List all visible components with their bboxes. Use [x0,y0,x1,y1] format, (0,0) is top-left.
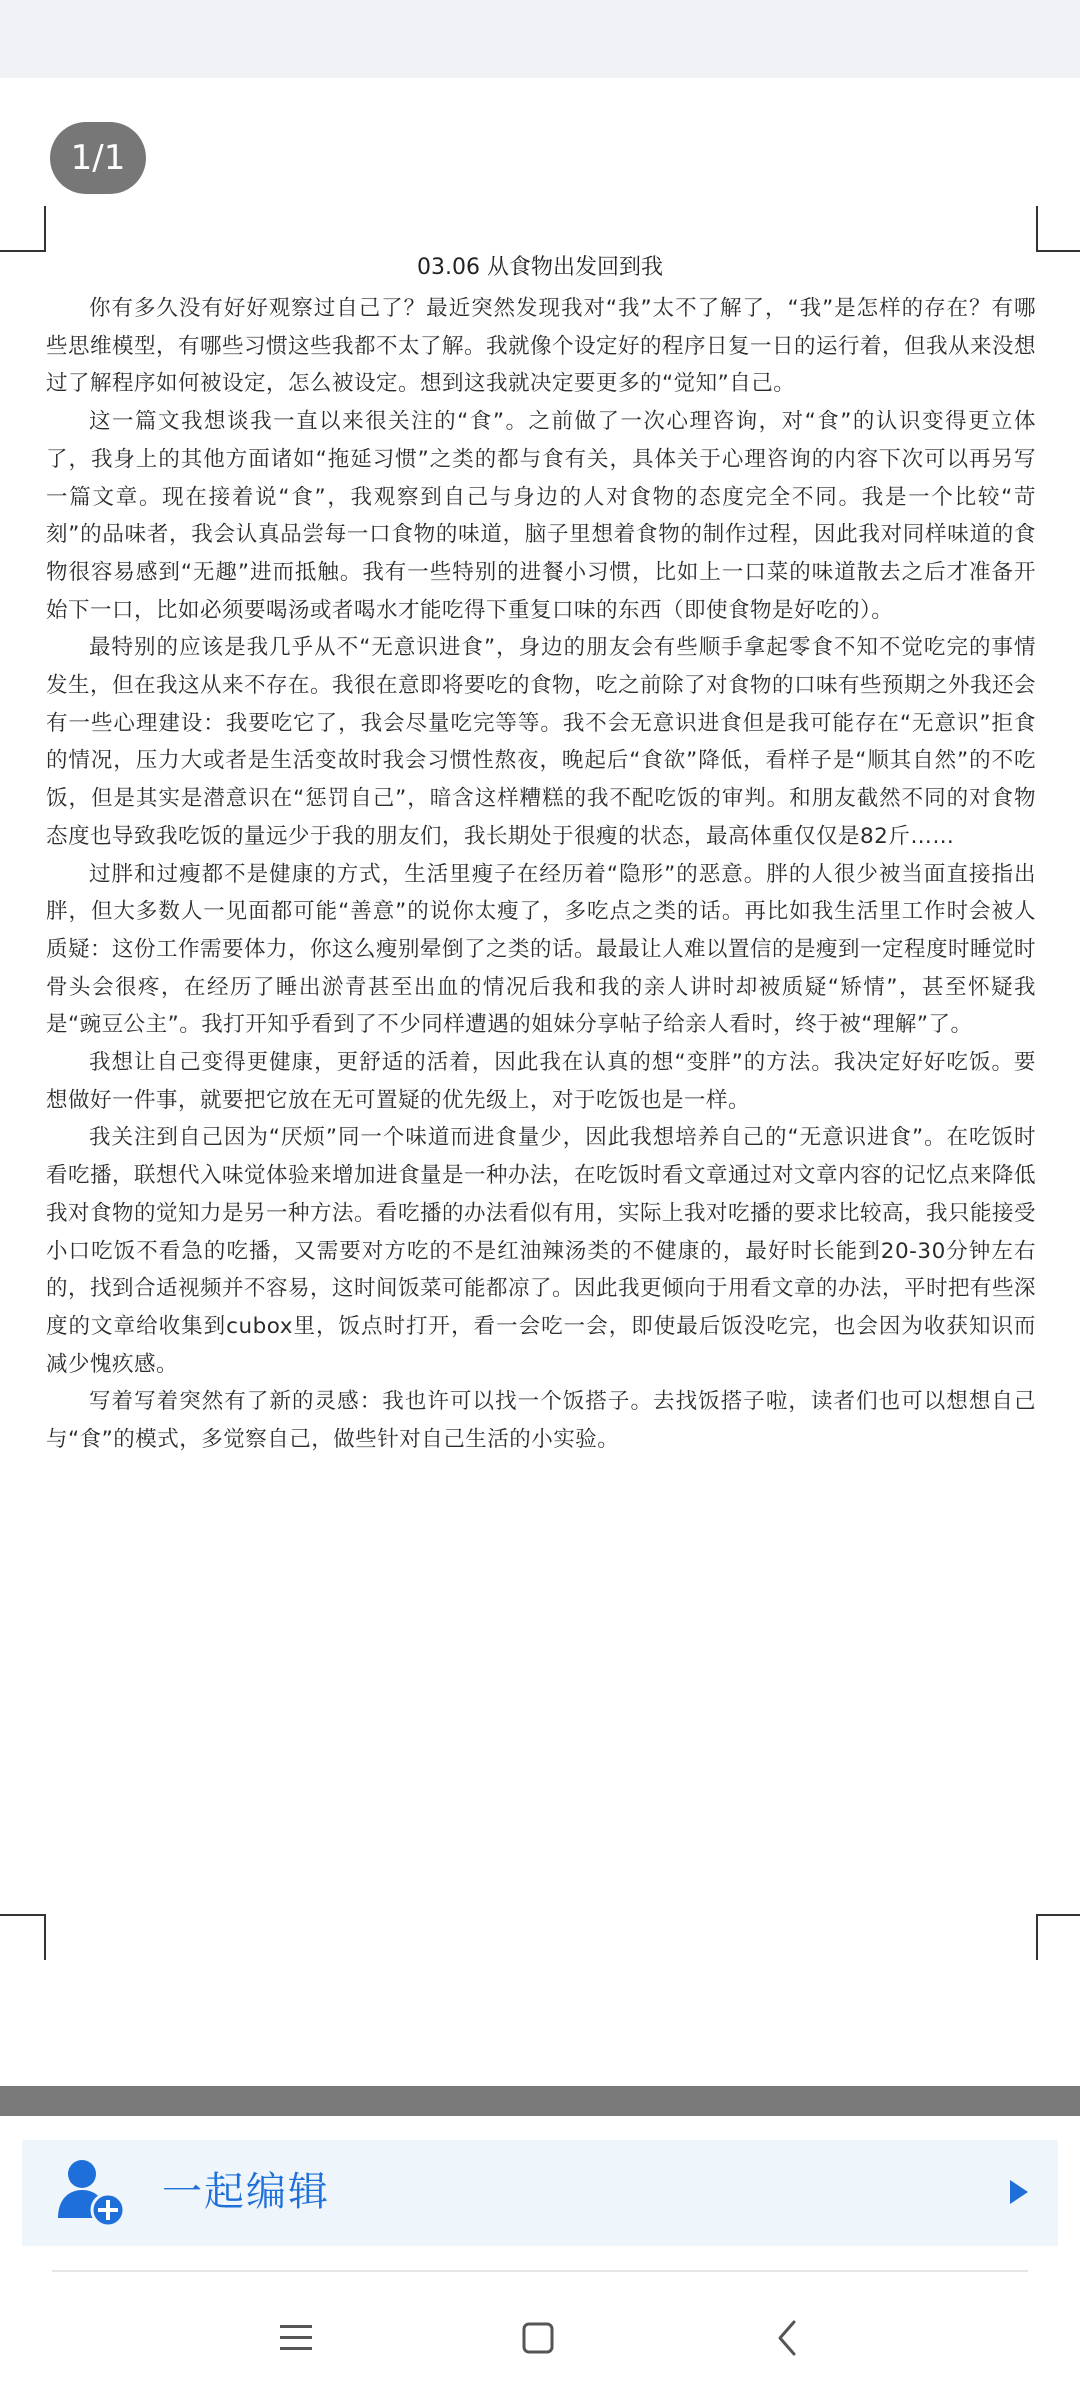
add-user-icon [56,2158,128,2228]
crop-mark-bottom-left [0,1914,46,1960]
panel-divider [0,2086,1080,2116]
paragraph: 最特别的应该是我几乎从不“无意识进食”，身边的朋友会有些顺手拿起零食不知不觉吃完的事情发生，但在我这从来不存在。我很在意即将要吃的食物，吃之前除了对食物的口味有些预期之外我还会有一些心理建设：我要吃它了，我会尽量吃完等等。我不会无意识进食但是我可能存在“无意识”拒食的情况，压力大或者是生活变故时我会习惯性熬夜，晚起后“食欲”降低，看样子是“顺其自然”的不吃饭，但是其实是潜意识在“惩罚自己”，暗含这样糟糕的我不配吃饭的审判。和朋友截然不同的对食物态度也导致我吃饭的量远少于我的朋友们，我长期处于很瘦的状态，最高体重仅仅是82斤…… [46,635,1037,849]
paragraph: 过胖和过瘦都不是健康的方式，生活里瘦子在经历着“隐形”的恶意。胖的人很少被当面直接指出胖，但大多数人一见面都可能“善意”的说你太瘦了，多吃点之类的话。再比如我生活里工作时会被人质疑：这份工作需要体力，你这么瘦别晕倒了之类的话。最最让人难以置信的是瘦到一定程度时睡觉时骨头会很疼，在经历了睡出淤青甚至出血的情况后我和我的亲人讲时却被质疑“矫情”，甚至怀疑我是“豌豆公主”。我打开知乎看到了不少同样遭遇的姐妹分享帖子给亲人看时，终于被“理解”了。 [46,861,1037,1038]
crop-mark-top-left [0,206,46,252]
status-bar [0,0,1080,78]
collab-edit-button[interactable] [22,2140,1058,2246]
crop-mark-top-right [1036,206,1080,252]
menu-icon[interactable] [266,2308,326,2368]
page-indicator: 1/1 [50,122,146,194]
document-title: 03.06 从食物出发回到我 [417,255,663,280]
paragraph: 我关注到自己因为“厌烦”同一个味道而进食量少，因此我想培养自己的“无意识进食”。在吃饭时看吃播，联想代入味觉体验来增加进食量是一种办法，在吃饭时看文章通过对文章内容的记忆点来降低我对食物的觉知力是另一种方法。看吃播的办法看似有用，实际上我对吃播的要求比较高，我只能接受小口吃饭不看急的吃播，又需要对方吃的不是红油辣汤类的不健康的，最好时长能到20-30分钟左右的，找到合适视频并不容易，这时间饭菜可能都凉了。因此我更倾向于用看文章的办法，平时把有些深度的文章给收集到cubox里，饭点时打开，看一会吃一会，即使最后饭没吃完，也会因为收获知识而减少愧疚感。 [46,1125,1037,1377]
back-icon[interactable] [758,2308,818,2368]
paragraph: 你有多久没有好好观察过自己了？最近突然发现我对“我”太不了解了，“我”是怎样的存在？有哪些思维模型，有哪些习惯这些我都不太了解。我就像个设定好的程序日复一日的运行着，但我从来没想过了解程序如何被设定，怎么被设定。想到这我就决定要更多的“觉知”自己。 [46,296,1037,397]
collab-edit-label: 一起编辑 [162,2169,330,2215]
document-body [46,290,1036,1459]
separator [52,2270,1028,2272]
play-icon [1010,2180,1028,2204]
crop-mark-bottom-right [1036,1914,1080,1960]
paragraph: 这一篇文我想谈我一直以来很关注的“食”。之前做了一次心理咨询，对“食”的认识变得更立体了，我身上的其他方面诸如“拖延习惯”之类的都与食有关，具体关于心理咨询的内容下次可以再另写一篇文章。现在接着说“食”，我观察到自己与身边的人对食物的态度完全不同。我是一个比较“苛刻”的品味者，我会认真品尝每一口食物的味道，脑子里想着食物的制作过程，因此我对同样味道的食物很容易感到“无趣”进而抵触。我有一些特别的进餐小习惯，比如上一口菜的味道散去之后才准备开始下一口，比如必须要喝汤或者喝水才能吃得下重复口味的东西（即使食物是好吃的）。 [46,409,1036,623]
paragraph: 写着写着突然有了新的灵感：我也许可以找一个饭搭子。去找饭搭子啦，读者们也可以想想自己与“食”的模式，多觉察自己，做些针对自己生活的小实验。 [46,1389,1036,1453]
paragraph: 我想让自己变得更健康，更舒适的活着，因此我在认真的想“变胖”的方法。我决定好好吃饭。要想做好一件事，就要把它放在无可置疑的优先级上，对于吃饭也是一样。 [46,1050,1036,1113]
system-nav-bar [0,2280,1080,2400]
home-icon[interactable] [508,2308,568,2368]
